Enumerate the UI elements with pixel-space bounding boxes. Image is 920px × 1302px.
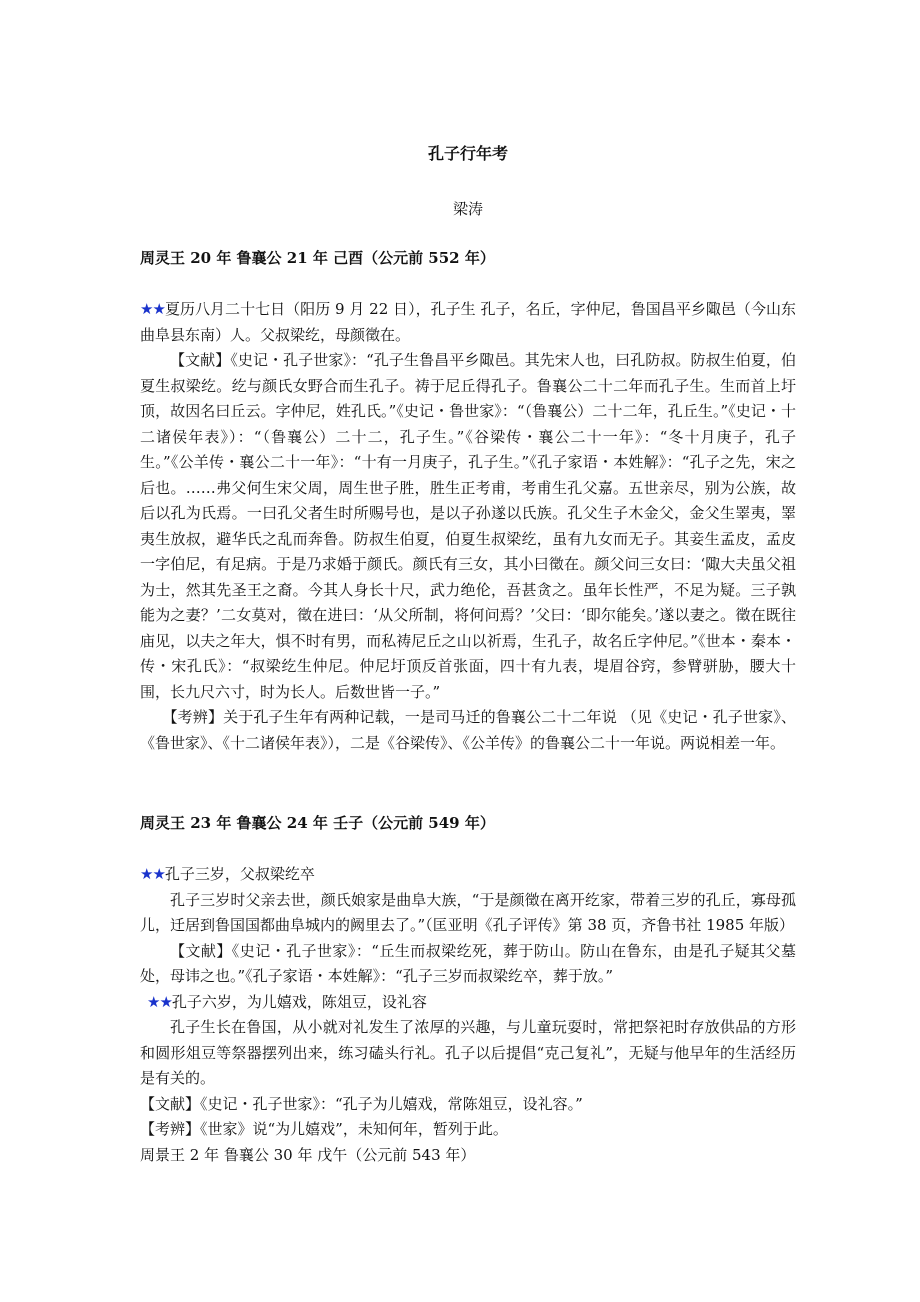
- wenxian-tag: 【文献】: [170, 941, 232, 960]
- document-title: 孔子行年考: [427, 144, 508, 163]
- wenxian-paragraph: [140, 939, 796, 990]
- double-star-icon: ★★: [140, 865, 165, 883]
- event-text: 夏历八月二十七日（阳历 9 月 22 日），孔子生 孔子，名丘，字仲尼，鲁国昌平乡陬邑（今山东曲阜县东南）人。父叔梁纥，母颜徵在。: [140, 300, 796, 344]
- double-star-icon: ★★: [140, 300, 165, 318]
- section-heading-552bc: 周灵王 20 年 鲁襄公 21 年 己酉（公元前 552 年）: [140, 249, 495, 267]
- kaobian-tag: 【考辨】: [162, 708, 224, 726]
- event2-text: 孔子六岁，为儿嬉戏，陈俎豆，设礼容: [171, 992, 427, 1011]
- event-paragraph: [140, 297, 796, 348]
- event-text: 孔子三岁，父叔梁纥卒: [164, 865, 315, 883]
- wenxian-text: 《史记・孔子世家》：“丘生而叔梁纥死，葬于防山。防山在鲁东，由是孔子疑其父墓处，母讳之也。”《孔子家语・本姓解》：“孔子三岁而叔梁纥卒，葬于放。”: [140, 941, 796, 985]
- wenxian-paragraph: [140, 348, 796, 705]
- section-body-549bc: [140, 862, 796, 1168]
- kaobian-paragraph: [140, 705, 796, 756]
- next-section-heading: 周景王 2 年 鲁襄公 30 年 戊午（公元前 543 年）: [140, 1145, 476, 1164]
- wenxian2-tag: 【文献】: [140, 1094, 201, 1113]
- wenxian-tag: 【文献】: [170, 351, 231, 369]
- document-author: 梁涛: [452, 200, 483, 218]
- section-heading-549bc: 周灵王 23 年 鲁襄公 24 年 壬子（公元前 549 年）: [140, 814, 495, 832]
- double-star-icon: ★★: [147, 992, 172, 1011]
- kaobian2-text: 《世家》说“为儿嬉戏”，未知何年，暂列于此。: [200, 1120, 508, 1138]
- narrative2-paragraph: 孔子生长在鲁国，从小就对礼发生了浓厚的兴趣，与儿童玩耍时，常把祭祀时存放供品的方形和圆形俎豆等祭器摆列出来，练习磕头行礼。孔子以后提倡“克己复礼”，无疑与他早年的生活经历是有关的。: [140, 1018, 796, 1087]
- event-paragraph: [140, 862, 796, 888]
- section-body-552bc: [140, 297, 796, 756]
- wenxian-text: 《史记・孔子世家》：“孔子生鲁昌平乡陬邑。其先宋人也，曰孔防叔。防叔生伯夏，伯夏生叔梁纥。纥与颜氏女野合而生孔子。祷于尼丘得孔子。鲁襄公二十二年而孔子生。生而首上圩顶，故因名曰丘云。字仲尼，姓孔氏。”《史记・鲁世家》：“（鲁襄公）二十二年，孔丘生。”《史记・十二诸侯年表》）：“（鲁襄公）二十二，孔子生。”《谷梁传・襄公二十一年》：“冬十月庚子，孔子生。”《公羊传・襄公二十一年》：“十有一月庚子，孔子生。”《孔子家语・本姓解》：“孔子之先，宋之后也。……弗父何生宋父周，周生世子胜，胜生正考甫，考甫生孔父嘉。五世亲尽，别为公族，故后以孔为氏焉。一曰孔父者生时所赐号也，是以子孙遂以氏族。孔父生子木金父，金父生睪夷，睪夷生放叔，避华氏之乱而奔鲁。防叔生伯夏，伯夏生叔梁纥，虽有九女而无子。其妾生孟皮，孟皮一字伯尼，有足病。于是乃求婚于颜氏。颜氏有三女，其小曰徵在。颜父问三女曰：‘陬大夫虽父祖为士，然其先圣王之裔。今其人身长十尺，武力绝伦，吾甚贪之。虽年长性严，不足为疑。三子孰能为之妻？’二女莫对，徵在进曰：‘从父所制，将何问焉？’父曰：‘即尔能矣。’遂以妻之。徵在既往庙见，以夫之年大，惧不时有男，而私祷尼丘之山以祈焉，生孔子，故名丘字仲尼。”《世本・秦本・传・宋孔氏》：“叔梁纥生仲尼。仲尼圩顶反首张面，四十有九表，堤眉谷窍，参臂骈胁，腰大十围，长九尺六寸，时为长人。后数世皆一子。”: [140, 351, 796, 701]
- wenxian2-paragraph: [140, 1092, 796, 1118]
- narrative-paragraph: 孔子三岁时父亲去世，颜氏娘家是曲阜大族，“于是颜徵在离开纥家，带着三岁的孔丘，寡母孤儿，迁居到鲁国国都曲阜城内的阙里去了。”（匡亚明《孔子评传》第 38 页，齐鲁书社 1985 年版）: [140, 890, 796, 934]
- event2-paragraph: [140, 990, 796, 1016]
- kaobian-text: 关于孔子生年有两种记载，一是司马迁的鲁襄公二十二年说 （见《史记・孔子世家》、《鲁世家》、《十二诸侯年表》），二是《谷梁传》、《公羊传》的鲁襄公二十一年说。两说相差一年。: [140, 708, 796, 752]
- kaobian2-tag: 【考辨】: [140, 1120, 201, 1138]
- wenxian2-text: 《史记・孔子世家》：“孔子为儿嬉戏，常陈俎豆，设礼容。”: [200, 1094, 583, 1113]
- kaobian2-paragraph: [140, 1117, 796, 1143]
